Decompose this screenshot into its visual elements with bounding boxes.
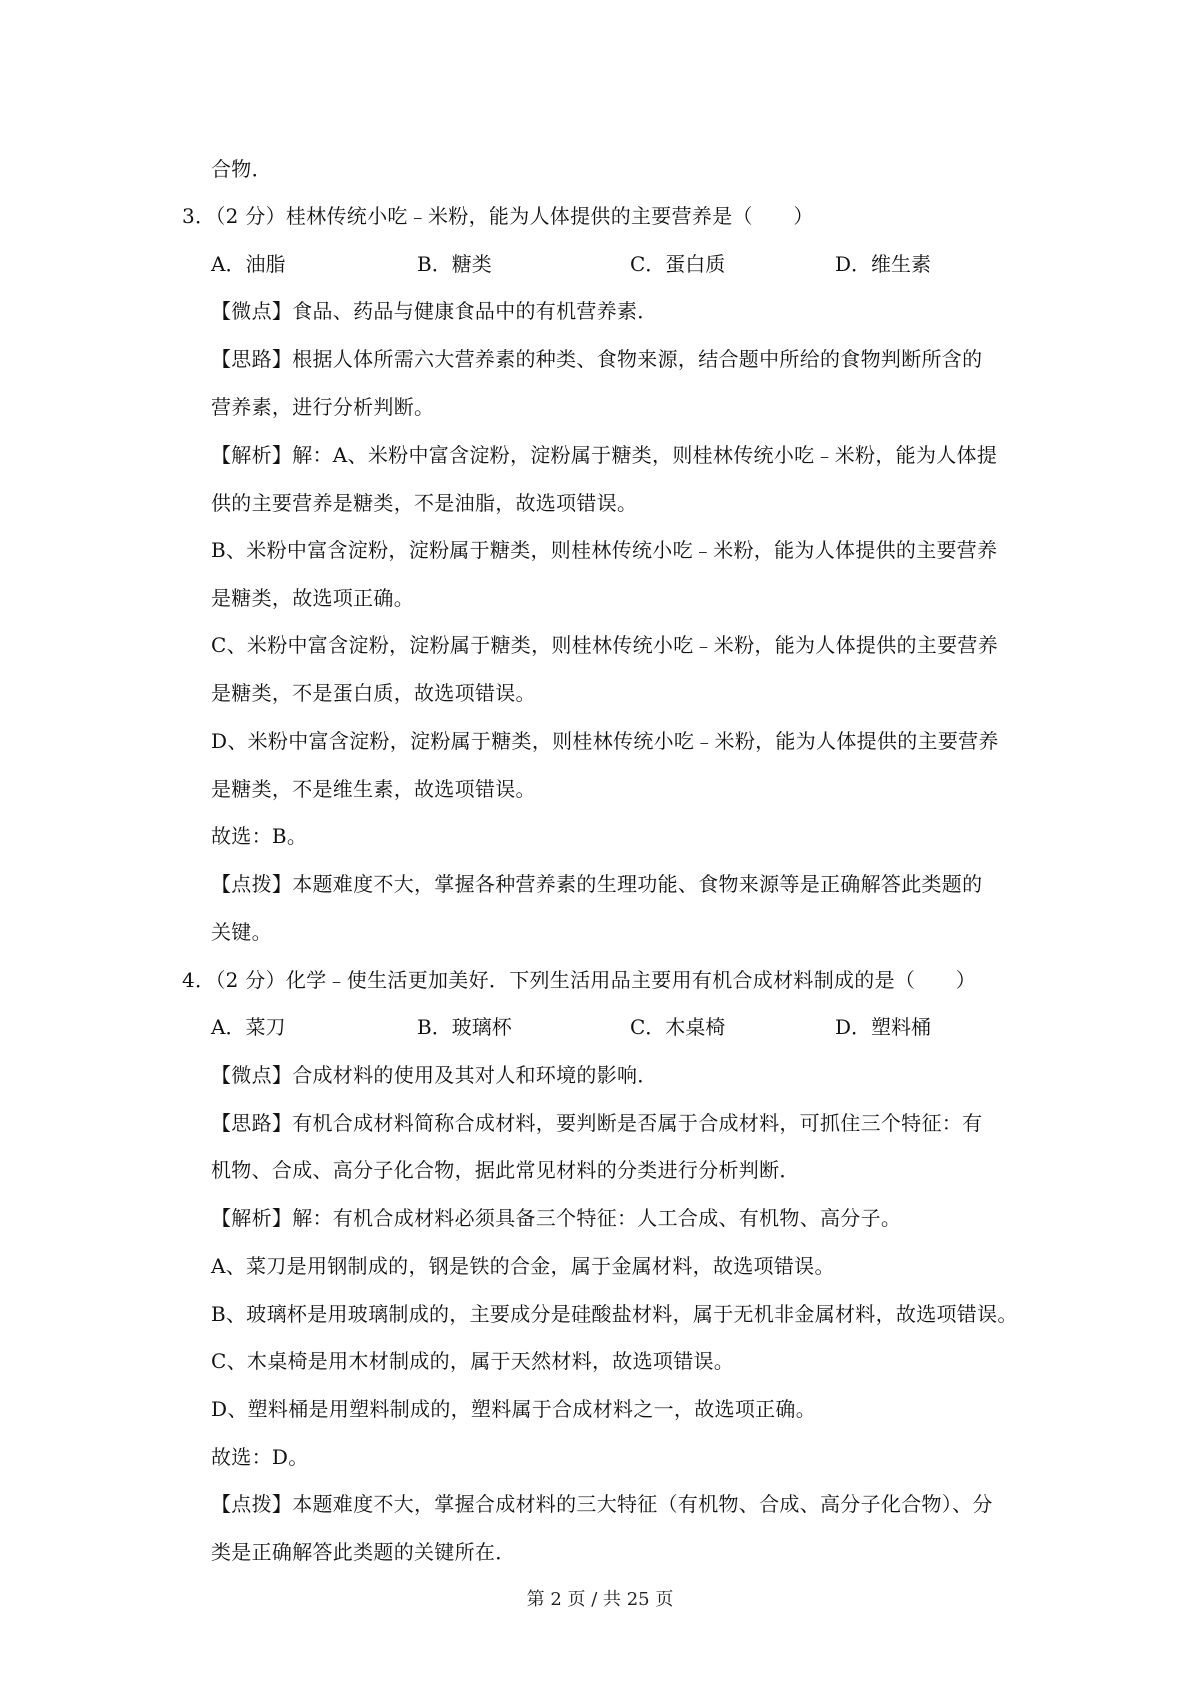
q3-answer: 故选：B。 bbox=[211, 824, 308, 848]
q3-jiexi-line-2: 供的主要营养是糖类，不是油脂，故选项错误。 bbox=[211, 491, 638, 515]
q4-option-b: B．玻璃杯 bbox=[417, 1015, 512, 1039]
q3-d-line-2: 是糖类，不是维生素，故选项错误。 bbox=[211, 777, 536, 801]
q4-d-line: D、塑料桶是用塑料制成的，塑料属于合成材料之一，故选项正确。 bbox=[211, 1397, 817, 1421]
q4-b-line: B、玻璃杯是用玻璃制成的，主要成分是硅酸盐材料，属于无机非金属材料，故选项错误。 bbox=[211, 1302, 1018, 1326]
q3-option-c: C．蛋白质 bbox=[630, 252, 726, 276]
q4-jiexi-line-1: 【解析】解：有机合成材料必须具备三个特征：人工合成、有机物、高分子。 bbox=[211, 1206, 902, 1230]
text-line: 合物． bbox=[211, 157, 272, 181]
q3-silu-line-1: 【思路】根据人体所需六大营养素的种类、食物来源，结合题中所给的食物判断所含的 bbox=[211, 347, 983, 371]
q3-weidian: 【微点】食品、药品与健康食品中的有机营养素． bbox=[211, 299, 658, 323]
q4-answer: 故选：D。 bbox=[211, 1445, 309, 1469]
question-3-stem: 3．（2 分）桂林传统小吃﹣米粉，能为人体提供的主要营养是（ ） bbox=[182, 204, 814, 228]
q3-option-d: D．维生素 bbox=[835, 252, 932, 276]
q4-dianbo-line-2: 类是正确解答此类题的关键所在． bbox=[211, 1540, 516, 1564]
q4-weidian: 【微点】合成材料的使用及其对人和环境的影响． bbox=[211, 1063, 658, 1087]
q4-option-d: D．塑料桶 bbox=[835, 1015, 932, 1039]
q3-option-a: A．油脂 bbox=[211, 252, 286, 276]
q4-c-line: C、木桌椅是用木材制成的，属于天然材料，故选项错误。 bbox=[211, 1349, 735, 1373]
q3-silu-line-2: 营养素，进行分析判断。 bbox=[211, 395, 435, 419]
q3-b-line-2: 是糖类，故选项正确。 bbox=[211, 586, 414, 610]
q4-dianbo-line-1: 【点拨】本题难度不大，掌握合成材料的三大特征（有机物、合成、高分子化合物）、分 bbox=[211, 1492, 993, 1516]
q4-a-line: A、菜刀是用钢制成的，钢是铁的合金，属于金属材料，故选项错误。 bbox=[211, 1254, 835, 1278]
q3-dianbo-line-2: 关键。 bbox=[211, 920, 272, 944]
q3-b-line-1: B、米粉中富含淀粉，淀粉属于糖类，则桂林传统小吃﹣米粉，能为人体提供的主要营养 bbox=[211, 538, 998, 562]
page-footer: 第 2 页 / 共 25 页 bbox=[526, 1589, 674, 1610]
q3-dianbo-line-1: 【点拨】本题难度不大，掌握各种营养素的生理功能、食物来源等是正确解答此类题的 bbox=[211, 872, 983, 896]
question-4-stem: 4．（2 分）化学﹣使生活更加美好．下列生活用品主要用有机合成材料制成的是（ ） bbox=[182, 968, 977, 992]
q3-c-line-1: C、米粉中富含淀粉，淀粉属于糖类，则桂林传统小吃﹣米粉，能为人体提供的主要营养 bbox=[211, 633, 999, 657]
q3-d-line-1: D、米粉中富含淀粉，淀粉属于糖类，则桂林传统小吃﹣米粉，能为人体提供的主要营养 bbox=[211, 729, 999, 753]
q3-option-b: B．糖类 bbox=[417, 252, 492, 276]
q4-silu-line-2: 机物、合成、高分子化合物，据此常见材料的分类进行分析判断． bbox=[211, 1158, 800, 1182]
q3-c-line-2: 是糖类，不是蛋白质，故选项错误。 bbox=[211, 681, 536, 705]
q4-silu-line-1: 【思路】有机合成材料简称合成材料，要判断是否属于合成材料，可抓住三个特征：有 bbox=[211, 1111, 983, 1135]
q3-jiexi-line-1: 【解析】解：A、米粉中富含淀粉，淀粉属于糖类，则桂林传统小吃﹣米粉，能为人体提 bbox=[211, 443, 998, 467]
q4-option-c: C．木桌椅 bbox=[630, 1015, 726, 1039]
q4-option-a: A．菜刀 bbox=[211, 1015, 286, 1039]
